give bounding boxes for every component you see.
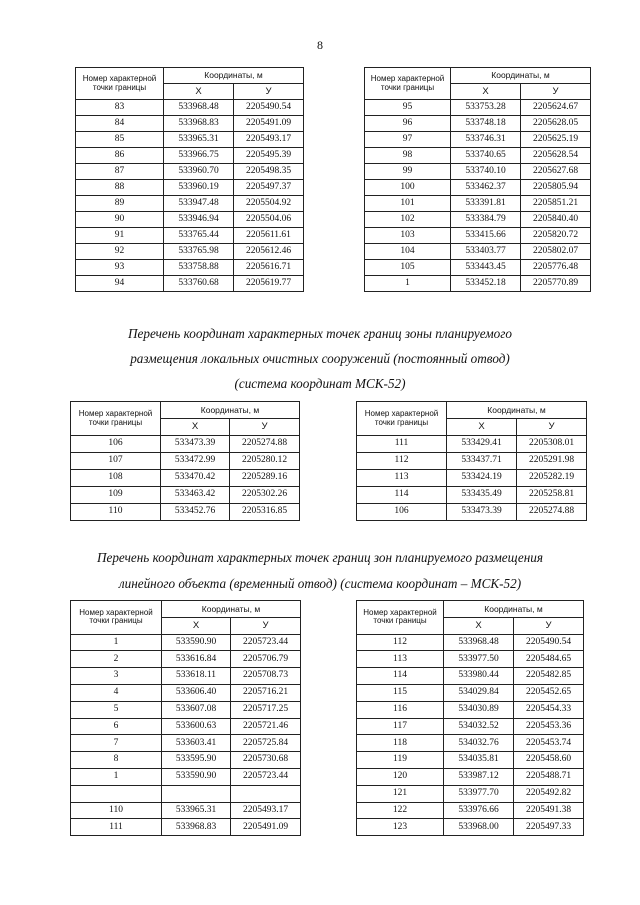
table-row bbox=[71, 752, 301, 769]
point-number-cell: 120 bbox=[357, 768, 444, 785]
y-coordinate-cell: 2205504.92 bbox=[234, 196, 304, 212]
y-coordinate-cell: 2205495.39 bbox=[234, 148, 304, 164]
point-number-cell: 90 bbox=[76, 212, 164, 228]
table-row bbox=[357, 470, 587, 487]
table-row bbox=[357, 735, 584, 752]
x-coordinate-cell: 533403.77 bbox=[451, 244, 521, 260]
y-coordinate-cell: 2205497.33 bbox=[514, 819, 584, 836]
y-coordinate-cell: 2205628.54 bbox=[521, 148, 591, 164]
x-coordinate-cell: 533473.39 bbox=[447, 504, 517, 521]
point-number-cell: 121 bbox=[357, 785, 444, 802]
y-coordinate-cell: 2205612.46 bbox=[234, 244, 304, 260]
y-coordinate-cell: 2205291.98 bbox=[517, 453, 587, 470]
y-header: У bbox=[234, 84, 304, 100]
x-coordinate-cell: 533947.48 bbox=[164, 196, 234, 212]
point-number-cell: 106 bbox=[357, 504, 447, 521]
x-coordinate-cell: 533966.75 bbox=[164, 148, 234, 164]
point-number-cell: 112 bbox=[357, 453, 447, 470]
point-number-header: Номер характерной точки границы bbox=[357, 402, 447, 436]
y-coordinate-cell: 2205453.36 bbox=[514, 718, 584, 735]
point-number-cell: 87 bbox=[76, 164, 164, 180]
y-coordinate-cell: 2205289.16 bbox=[230, 470, 300, 487]
point-number-cell: 7 bbox=[71, 735, 162, 752]
y-coordinate-cell: 2205851.21 bbox=[521, 196, 591, 212]
y-coordinate-cell: 2205302.26 bbox=[230, 487, 300, 504]
y-coordinate-cell: 2205491.38 bbox=[514, 802, 584, 819]
point-number-cell: 105 bbox=[365, 260, 451, 276]
x-coordinate-cell: 533987.12 bbox=[444, 768, 514, 785]
table-row bbox=[76, 228, 304, 244]
table-row bbox=[365, 100, 591, 116]
header-row bbox=[357, 402, 587, 419]
x-coordinate-cell: 533946.94 bbox=[164, 212, 234, 228]
x-header: X bbox=[451, 84, 521, 100]
x-header: X bbox=[162, 617, 231, 634]
x-coordinate-cell: 533473.39 bbox=[161, 436, 230, 453]
y-coordinate-cell: 2205482.85 bbox=[514, 668, 584, 685]
x-header: X bbox=[164, 84, 234, 100]
point-number-cell: 4 bbox=[71, 684, 162, 701]
y-coordinate-cell: 2205454.33 bbox=[514, 701, 584, 718]
coords-table-6 bbox=[356, 600, 584, 836]
header-row bbox=[71, 601, 301, 618]
x-coordinate-cell: 533472.99 bbox=[161, 453, 230, 470]
table-row bbox=[76, 276, 304, 292]
table-row bbox=[71, 668, 301, 685]
y-coordinate-cell: 2205708.73 bbox=[231, 668, 301, 685]
table-row bbox=[76, 100, 304, 116]
x-coordinate-cell: 533384.79 bbox=[451, 212, 521, 228]
table-row bbox=[357, 684, 584, 701]
point-number-cell: 1 bbox=[71, 634, 162, 651]
x-coordinate-cell: 533753.28 bbox=[451, 100, 521, 116]
y-coordinate-cell: 2205274.88 bbox=[230, 436, 300, 453]
y-coordinate-cell: 2205258.81 bbox=[517, 487, 587, 504]
point-number-cell: 117 bbox=[357, 718, 444, 735]
table-row bbox=[365, 132, 591, 148]
x-coordinate-cell: 533968.48 bbox=[444, 634, 514, 651]
table-row bbox=[71, 651, 301, 668]
header-row bbox=[357, 601, 584, 618]
table-row bbox=[71, 735, 301, 752]
x-coordinate-cell: 533452.18 bbox=[451, 276, 521, 292]
x-coordinate-cell: 533595.90 bbox=[162, 752, 231, 769]
point-number-cell: 113 bbox=[357, 470, 447, 487]
table-row bbox=[357, 718, 584, 735]
y-coordinate-cell: 2205458.60 bbox=[514, 752, 584, 769]
point-number-cell: 83 bbox=[76, 100, 164, 116]
x-coordinate-cell: 533977.70 bbox=[444, 785, 514, 802]
x-coordinate-cell: 533463.42 bbox=[161, 487, 230, 504]
y-coordinate-cell: 2205491.09 bbox=[231, 819, 301, 836]
heading-2-line-2: линейного объекта (временный отвод) (система координат – МСК-52) bbox=[118, 576, 522, 591]
point-number-cell: 89 bbox=[76, 196, 164, 212]
x-coordinate-cell: 533960.70 bbox=[164, 164, 234, 180]
table-row bbox=[357, 504, 587, 521]
heading-2-line-1: Перечень координат характерных точек границ зон планируемого размещения bbox=[96, 550, 544, 565]
table-row bbox=[365, 244, 591, 260]
table-row bbox=[76, 116, 304, 132]
table-row bbox=[357, 802, 584, 819]
x-header: X bbox=[161, 419, 230, 436]
y-coordinate-cell: 2205776.48 bbox=[521, 260, 591, 276]
point-number-cell: 1 bbox=[365, 276, 451, 292]
header-row bbox=[365, 68, 591, 84]
x-coordinate-cell: 533470.42 bbox=[161, 470, 230, 487]
x-coordinate-cell: 533968.00 bbox=[444, 819, 514, 836]
x-coordinate-cell: 533603.41 bbox=[162, 735, 231, 752]
y-coordinate-cell bbox=[231, 785, 301, 802]
y-coordinate-cell: 2205274.88 bbox=[517, 504, 587, 521]
y-coordinate-cell: 2205805.94 bbox=[521, 180, 591, 196]
table-row bbox=[71, 785, 301, 802]
point-number-cell: 92 bbox=[76, 244, 164, 260]
y-coordinate-cell: 2205497.37 bbox=[234, 180, 304, 196]
heading-1-line-3: (система координат МСК-52) bbox=[234, 376, 406, 391]
x-coordinate-cell: 533452.76 bbox=[161, 504, 230, 521]
y-header: У bbox=[514, 617, 584, 634]
y-coordinate-cell: 2205616.71 bbox=[234, 260, 304, 276]
x-coordinate-cell: 533429.41 bbox=[447, 436, 517, 453]
x-coordinate-cell: 534032.76 bbox=[444, 735, 514, 752]
y-coordinate-cell: 2205716.21 bbox=[231, 684, 301, 701]
y-coordinate-cell: 2205484.65 bbox=[514, 651, 584, 668]
header-row bbox=[76, 68, 304, 84]
y-coordinate-cell: 2205624.67 bbox=[521, 100, 591, 116]
table-row bbox=[365, 164, 591, 180]
y-coordinate-cell: 2205493.17 bbox=[234, 132, 304, 148]
point-number-header: Номер характерной точки границы bbox=[365, 68, 451, 100]
table-row bbox=[357, 634, 584, 651]
x-coordinate-cell: 533977.50 bbox=[444, 651, 514, 668]
point-number-cell: 119 bbox=[357, 752, 444, 769]
x-coordinate-cell: 534030.89 bbox=[444, 701, 514, 718]
y-header: У bbox=[230, 419, 300, 436]
point-number-cell: 115 bbox=[357, 684, 444, 701]
table-row bbox=[71, 453, 300, 470]
table-row bbox=[71, 768, 301, 785]
y-coordinate-cell: 2205282.19 bbox=[517, 470, 587, 487]
x-coordinate-cell: 533600.63 bbox=[162, 718, 231, 735]
point-number-header: Номер характерной точки границы bbox=[71, 601, 162, 635]
table-row bbox=[357, 701, 584, 718]
table-row bbox=[76, 212, 304, 228]
y-coordinate-cell: 2205452.65 bbox=[514, 684, 584, 701]
y-coordinate-cell: 2205723.44 bbox=[231, 768, 301, 785]
point-number-cell: 100 bbox=[365, 180, 451, 196]
point-number-cell: 104 bbox=[365, 244, 451, 260]
table-row bbox=[71, 487, 300, 504]
table-row bbox=[76, 260, 304, 276]
x-coordinate-cell: 533965.31 bbox=[162, 802, 231, 819]
x-coordinate-cell: 533391.81 bbox=[451, 196, 521, 212]
point-number-cell: 2 bbox=[71, 651, 162, 668]
table-row bbox=[365, 196, 591, 212]
table-row bbox=[76, 148, 304, 164]
y-coordinate-cell: 2205280.12 bbox=[230, 453, 300, 470]
point-number-cell: 123 bbox=[357, 819, 444, 836]
table-row bbox=[357, 668, 584, 685]
table-row bbox=[71, 701, 301, 718]
table-row bbox=[76, 180, 304, 196]
point-number-cell: 5 bbox=[71, 701, 162, 718]
table-row bbox=[76, 196, 304, 212]
x-coordinate-cell: 533968.48 bbox=[164, 100, 234, 116]
point-number-cell: 101 bbox=[365, 196, 451, 212]
coords-table-1 bbox=[75, 67, 304, 292]
x-coordinate-cell: 533746.31 bbox=[451, 132, 521, 148]
table-row bbox=[357, 487, 587, 504]
y-coordinate-cell: 2205492.82 bbox=[514, 785, 584, 802]
table-row bbox=[71, 634, 301, 651]
y-coordinate-cell: 2205725.84 bbox=[231, 735, 301, 752]
point-number-cell: 122 bbox=[357, 802, 444, 819]
coords-table-2 bbox=[364, 67, 591, 292]
x-coordinate-cell: 533607.08 bbox=[162, 701, 231, 718]
point-number-cell: 3 bbox=[71, 668, 162, 685]
point-number-cell: 107 bbox=[71, 453, 161, 470]
x-coordinate-cell: 533618.11 bbox=[162, 668, 231, 685]
coordinates-header: Координаты, м bbox=[164, 68, 304, 84]
y-coordinate-cell: 2205619.77 bbox=[234, 276, 304, 292]
x-coordinate-cell: 533437.71 bbox=[447, 453, 517, 470]
table-row bbox=[357, 768, 584, 785]
x-coordinate-cell: 533748.18 bbox=[451, 116, 521, 132]
y-coordinate-cell: 2205316.85 bbox=[230, 504, 300, 521]
x-coordinate-cell: 534029.84 bbox=[444, 684, 514, 701]
y-coordinate-cell: 2205717.25 bbox=[231, 701, 301, 718]
table-row bbox=[71, 684, 301, 701]
point-number-cell: 110 bbox=[71, 504, 161, 521]
point-number-cell: 109 bbox=[71, 487, 161, 504]
y-header: У bbox=[231, 617, 301, 634]
x-coordinate-cell: 533968.83 bbox=[162, 819, 231, 836]
x-header: X bbox=[447, 419, 517, 436]
point-number-cell: 113 bbox=[357, 651, 444, 668]
point-number-cell: 97 bbox=[365, 132, 451, 148]
heading-1-line-1: Перечень координат характерных точек границ зоны планируемого bbox=[127, 326, 513, 341]
y-coordinate-cell: 2205723.44 bbox=[231, 634, 301, 651]
x-coordinate-cell: 533765.98 bbox=[164, 244, 234, 260]
y-coordinate-cell: 2205802.07 bbox=[521, 244, 591, 260]
point-number-cell: 108 bbox=[71, 470, 161, 487]
table-row bbox=[357, 436, 587, 453]
y-coordinate-cell: 2205493.17 bbox=[231, 802, 301, 819]
point-number-header: Номер характерной точки границы bbox=[76, 68, 164, 100]
y-coordinate-cell: 2205627.68 bbox=[521, 164, 591, 180]
table-row bbox=[357, 752, 584, 769]
point-number-cell: 112 bbox=[357, 634, 444, 651]
x-coordinate-cell: 533976.66 bbox=[444, 802, 514, 819]
point-number-cell: 99 bbox=[365, 164, 451, 180]
point-number-cell: 94 bbox=[76, 276, 164, 292]
coords-table-4 bbox=[356, 401, 587, 521]
point-number-header: Номер характерной точки границы bbox=[357, 601, 444, 635]
y-coordinate-cell: 2205706.79 bbox=[231, 651, 301, 668]
y-coordinate-cell: 2205625.19 bbox=[521, 132, 591, 148]
x-coordinate-cell: 533606.40 bbox=[162, 684, 231, 701]
coordinates-header: Координаты, м bbox=[162, 601, 301, 618]
point-number-cell: 93 bbox=[76, 260, 164, 276]
x-coordinate-cell: 533758.88 bbox=[164, 260, 234, 276]
point-number-cell: 111 bbox=[71, 819, 162, 836]
point-number-cell: 6 bbox=[71, 718, 162, 735]
point-number-cell: 98 bbox=[365, 148, 451, 164]
point-number-cell: 110 bbox=[71, 802, 162, 819]
point-number-cell: 96 bbox=[365, 116, 451, 132]
table-row bbox=[71, 819, 301, 836]
coordinates-header: Координаты, м bbox=[447, 402, 587, 419]
y-header: У bbox=[521, 84, 591, 100]
table-row bbox=[357, 785, 584, 802]
x-coordinate-cell: 533765.44 bbox=[164, 228, 234, 244]
x-coordinate-cell: 533415.66 bbox=[451, 228, 521, 244]
y-coordinate-cell: 2205490.54 bbox=[514, 634, 584, 651]
point-number-cell: 114 bbox=[357, 487, 447, 504]
x-coordinate-cell: 533424.19 bbox=[447, 470, 517, 487]
table-row bbox=[365, 212, 591, 228]
x-coordinate-cell: 534032.52 bbox=[444, 718, 514, 735]
y-coordinate-cell: 2205491.09 bbox=[234, 116, 304, 132]
point-number-cell: 102 bbox=[365, 212, 451, 228]
x-coordinate-cell: 533616.84 bbox=[162, 651, 231, 668]
point-number-cell: 86 bbox=[76, 148, 164, 164]
point-number-cell: 106 bbox=[71, 436, 161, 453]
point-number-cell: 88 bbox=[76, 180, 164, 196]
heading-1-line-2: размещения локальных очистных сооружений (постоянный отвод) bbox=[130, 351, 510, 366]
coords-table-3 bbox=[70, 401, 300, 521]
table-row bbox=[76, 132, 304, 148]
y-coordinate-cell: 2205308.01 bbox=[517, 436, 587, 453]
y-coordinate-cell: 2205730.68 bbox=[231, 752, 301, 769]
point-number-cell: 84 bbox=[76, 116, 164, 132]
table-row bbox=[71, 470, 300, 487]
y-coordinate-cell: 2205840.40 bbox=[521, 212, 591, 228]
x-coordinate-cell: 533960.19 bbox=[164, 180, 234, 196]
table-row bbox=[365, 276, 591, 292]
point-number-cell bbox=[71, 785, 162, 802]
table-row bbox=[365, 260, 591, 276]
y-coordinate-cell: 2205611.61 bbox=[234, 228, 304, 244]
coords-table-5 bbox=[70, 600, 301, 836]
x-coordinate-cell bbox=[162, 785, 231, 802]
point-number-cell: 118 bbox=[357, 735, 444, 752]
y-coordinate-cell: 2205488.71 bbox=[514, 768, 584, 785]
x-coordinate-cell: 534035.81 bbox=[444, 752, 514, 769]
point-number-cell: 103 bbox=[365, 228, 451, 244]
x-header: X bbox=[444, 617, 514, 634]
point-number-header: Номер характерной точки границы bbox=[71, 402, 161, 436]
x-coordinate-cell: 533590.90 bbox=[162, 634, 231, 651]
point-number-cell: 116 bbox=[357, 701, 444, 718]
point-number-cell: 85 bbox=[76, 132, 164, 148]
coordinates-header: Координаты, м bbox=[444, 601, 584, 618]
point-number-cell: 114 bbox=[357, 668, 444, 685]
table-row bbox=[71, 718, 301, 735]
table-row bbox=[357, 651, 584, 668]
x-coordinate-cell: 533980.44 bbox=[444, 668, 514, 685]
point-number-cell: 1 bbox=[71, 768, 162, 785]
table-row bbox=[365, 148, 591, 164]
table-row bbox=[357, 453, 587, 470]
x-coordinate-cell: 533443.45 bbox=[451, 260, 521, 276]
x-coordinate-cell: 533740.10 bbox=[451, 164, 521, 180]
table-row bbox=[365, 116, 591, 132]
table-row bbox=[71, 802, 301, 819]
table-row bbox=[76, 244, 304, 260]
table-row bbox=[365, 228, 591, 244]
table-row bbox=[357, 819, 584, 836]
page-number: 8 bbox=[317, 38, 323, 52]
x-coordinate-cell: 533968.83 bbox=[164, 116, 234, 132]
table-row bbox=[71, 436, 300, 453]
point-number-cell: 95 bbox=[365, 100, 451, 116]
x-coordinate-cell: 533590.90 bbox=[162, 768, 231, 785]
point-number-cell: 8 bbox=[71, 752, 162, 769]
point-number-cell: 111 bbox=[357, 436, 447, 453]
y-coordinate-cell: 2205820.72 bbox=[521, 228, 591, 244]
table-row bbox=[76, 164, 304, 180]
x-coordinate-cell: 533740.65 bbox=[451, 148, 521, 164]
y-coordinate-cell: 2205498.35 bbox=[234, 164, 304, 180]
y-coordinate-cell: 2205770.89 bbox=[521, 276, 591, 292]
point-number-cell: 91 bbox=[76, 228, 164, 244]
x-coordinate-cell: 533760.68 bbox=[164, 276, 234, 292]
table-row bbox=[71, 504, 300, 521]
table-row bbox=[365, 180, 591, 196]
x-coordinate-cell: 533435.49 bbox=[447, 487, 517, 504]
x-coordinate-cell: 533965.31 bbox=[164, 132, 234, 148]
coordinates-header: Координаты, м bbox=[451, 68, 591, 84]
y-coordinate-cell: 2205721.46 bbox=[231, 718, 301, 735]
y-header: У bbox=[517, 419, 587, 436]
y-coordinate-cell: 2205628.05 bbox=[521, 116, 591, 132]
coordinates-header: Координаты, м bbox=[161, 402, 300, 419]
header-row bbox=[71, 402, 300, 419]
y-coordinate-cell: 2205453.74 bbox=[514, 735, 584, 752]
y-coordinate-cell: 2205490.54 bbox=[234, 100, 304, 116]
y-coordinate-cell: 2205504.06 bbox=[234, 212, 304, 228]
x-coordinate-cell: 533462.37 bbox=[451, 180, 521, 196]
